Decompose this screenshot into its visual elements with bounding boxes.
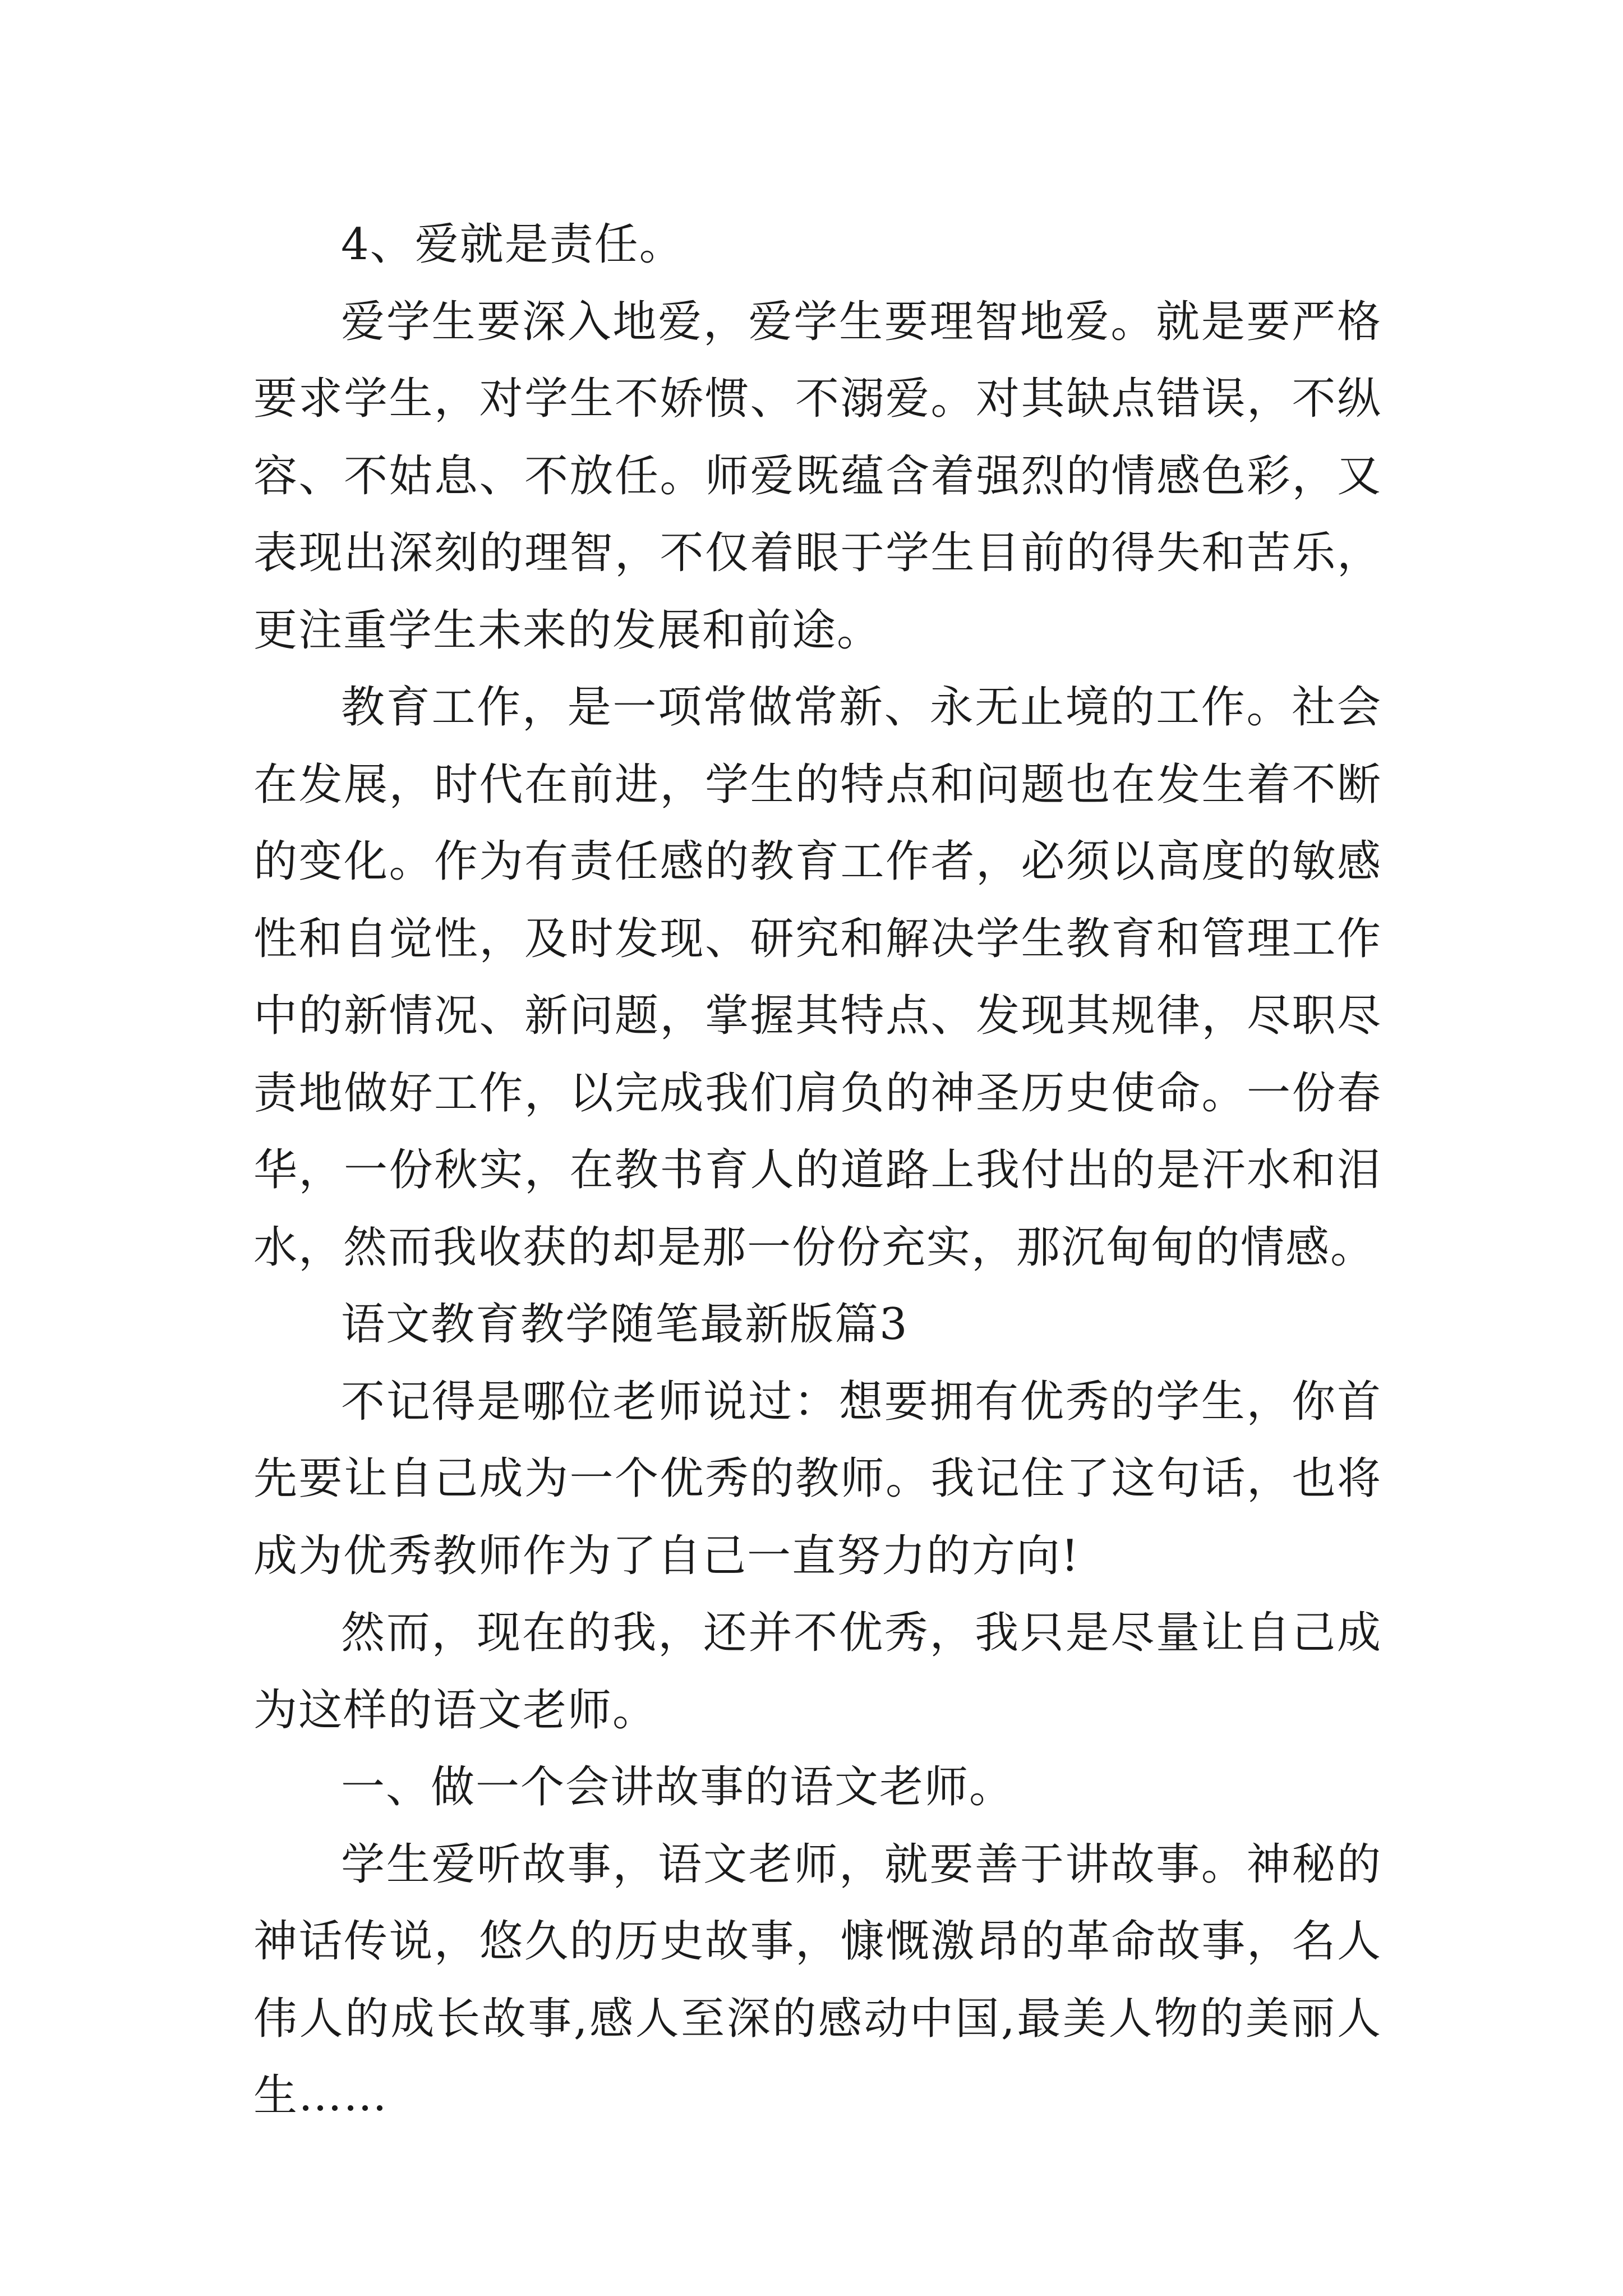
document-body (253, 206, 1382, 2135)
paragraph-love-students-deeply: 爱学生要深入地爱，爱学生要理智地爱。就是要严格要求学生，对学生不娇惯、不溺爱。对其缺点错误，不纵容、不姑息、不放任。师爱既蕴含着强烈的情感色彩，又表现出深刻的理智，不仅着眼于学生目前的得失和苦乐，更注重学生未来的发展和前途。 (253, 296, 1382, 656)
paragraph-education-work: 教育工作，是一项常做常新、永无止境的工作。社会在发展，时代在前进，学生的特点和问题也在发生着不断的变化。作为有责任感的教育工作者，必须以高度的敏感性和自觉性，及时发现、研究和解决学生教育和管理工作中的新情况、新问题，掌握其特点、发现其规律，尽职尽责地做好工作，以完成我们肩负的神圣历史使命。一份春华，一份秋实，在教书育人的道路上我付出的是汗水和泪水，然而我收获的却是那一份份充实，那沉甸甸的情感。 (253, 682, 1382, 1273)
paragraph-storyteller-heading: 一、做一个会讲故事的语文老师。 (341, 1762, 1015, 1812)
section-title-article-3: 语文教育教学随笔最新版篇3 (341, 1299, 909, 1350)
paragraph-not-yet-excellent: 然而，现在的我，还并不优秀，我只是尽量让自己成为这样的语文老师。 (253, 1608, 1382, 1736)
paragraph-love-is-responsibility-heading: 4、爱就是责任。 (341, 219, 684, 270)
paragraph-students-love-stories: 学生爱听故事，语文老师，就要善于讲故事。神秘的神话传说，悠久的历史故事，慷慨激昂的革命故事，名人伟人的成长故事,感人至深的感动中国,最美人物的美丽人生…… (253, 1839, 1382, 2121)
paragraph-excellent-teacher: 不记得是哪位老师说过：想要拥有优秀的学生，你首先要让自己成为一个优秀的教师。我记住了这句话，也将成为优秀教师作为了自己一直努力的方向! (253, 1376, 1382, 1581)
